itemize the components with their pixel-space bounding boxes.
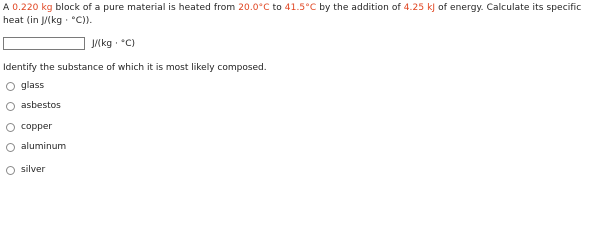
radio-button[interactable] xyxy=(6,166,15,175)
question-text-part: A xyxy=(3,3,13,13)
option-label: silver xyxy=(21,165,46,175)
radio-button[interactable] xyxy=(6,143,15,152)
answer-row xyxy=(3,36,135,51)
option-label: copper xyxy=(21,122,53,132)
question-text xyxy=(3,2,589,28)
start-temperature-value: 20.0°C xyxy=(238,3,270,13)
option-label: glass xyxy=(21,81,45,91)
option-asbestos[interactable] xyxy=(6,100,61,112)
radio-button[interactable] xyxy=(6,123,15,132)
question-text-part: of energy. Calculate its specific heat (in J/(kg · °C)). xyxy=(3,3,582,26)
units-label: J/(kg · °C) xyxy=(92,38,136,49)
option-glass[interactable] xyxy=(6,80,44,92)
specific-heat-input[interactable] xyxy=(3,37,85,50)
option-copper[interactable] xyxy=(6,121,52,133)
question-text-part: block of a pure material is heated from xyxy=(52,3,239,13)
end-temperature-value: 41.5°C xyxy=(284,3,317,13)
option-aluminum[interactable] xyxy=(6,141,66,153)
mass-value: 0.220 kg xyxy=(12,3,53,13)
option-label: asbestos xyxy=(21,101,61,111)
question-text-part: to xyxy=(269,3,285,13)
question-text-part: by the addition of xyxy=(316,3,404,13)
option-label: aluminum xyxy=(21,142,67,152)
radio-button[interactable] xyxy=(6,82,15,91)
option-silver[interactable] xyxy=(6,164,45,176)
radio-button[interactable] xyxy=(6,102,15,111)
energy-value: 4.25 kJ xyxy=(403,3,436,13)
identify-prompt: Identify the substance of which it is most likely composed. xyxy=(3,63,267,73)
